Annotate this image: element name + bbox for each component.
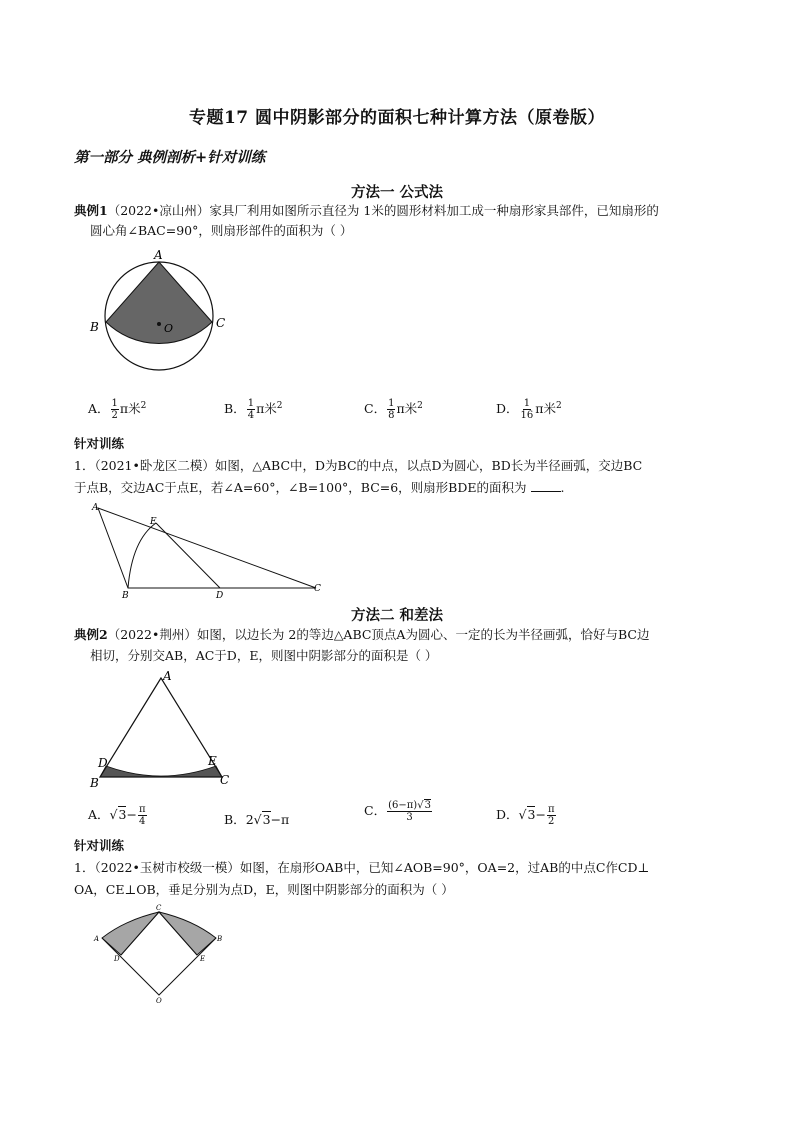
fraction-numerator: 1 [111,398,118,409]
sqrt-radicand: 3 [262,812,271,827]
shaded-region [100,766,222,777]
label-a: A [163,669,172,683]
example-1-label: 典例1 [74,203,108,218]
label-o: O [156,997,162,1004]
part-title: 第一部分 典例剖析+针对训练 [74,149,266,166]
triangle-abc [100,678,222,777]
example-1-line-2: 圆心角∠BAC=90°，则扇形部件的面积为（ ） [90,223,353,238]
option-letter: C． [364,401,387,416]
option-letter: B． [224,401,246,416]
label-a: A [154,248,163,262]
minus-sign: − [535,807,546,822]
method-2-title: 方法二 和差法 [350,607,444,624]
option-unit: π米 [535,401,556,416]
fraction-denominator: 2 [111,410,118,421]
fraction-denominator: 2 [548,816,555,827]
option-letter: B． [224,812,246,827]
training-2-line-2: OA，CE⊥OB，垂足分别为点D，E，则图中阴影部分的面积为（ ） [74,882,454,897]
label-d: D [216,591,224,600]
example-1-option-d[interactable] [496,398,562,421]
example-2-option-c[interactable] [364,800,433,823]
fraction [547,804,556,827]
numerator-factor: (6−π) [388,800,418,811]
training-1-period: . [560,480,565,495]
fraction-numerator: 1 [523,398,531,409]
example-1-line-1 [74,201,659,221]
fraction-denominator: 3 [406,812,413,823]
fraction-numerator: 1 [388,398,395,409]
label-d: D [114,955,120,963]
fraction-numerator: π [138,804,146,815]
fraction-denominator: 8 [388,410,395,421]
example-2-line-2: 相切，分别交AB，AC于D，E，则图中阴影部分的面积是（ ） [90,648,438,663]
training-1-line-1: 1．（2021•卧龙区二模）如图，△ABC中，D为BC的中点，以点D为圆心，BD长为半径画弧，交边BC [74,458,643,473]
option-exponent: 2 [417,400,423,411]
option-exponent: 2 [140,400,147,411]
fraction-denominator: 4 [247,410,255,421]
option-letter: D． [496,401,519,416]
figure-1-circle-sector [84,248,234,384]
example-2-label: 典例2 [74,627,108,642]
option-tail: −π [270,812,290,827]
label-b: B [217,935,223,943]
label-e: E [208,754,217,768]
fraction [520,398,535,421]
label-c: C [220,773,230,787]
option-exponent: 2 [276,400,283,411]
label-e: E [200,955,206,963]
option-exponent: 2 [555,400,562,411]
fraction [138,804,147,827]
option-letter: D． [496,807,519,822]
example-2-option-b[interactable]: B．2√3−π [224,812,290,827]
option-unit: π米 [119,401,141,416]
figure-3-equilateral-triangle [86,668,236,792]
figure-4-sector-oab [92,902,228,1004]
fraction-numerator: π [547,804,555,815]
fraction-numerator: (6−π)√3 [388,800,431,811]
minus-sign: − [126,807,137,822]
fraction-numerator: 1 [247,398,255,409]
sqrt-radicand: 3 [118,807,127,822]
option-letter: C． [364,803,387,818]
document-title: 专题17 圆中阴影部分的面积七种计算方法（原卷版） [188,108,606,128]
label-b: B [122,591,129,600]
fraction-denominator: 4 [139,816,146,827]
fraction [247,398,255,421]
label-a: A [94,935,100,943]
fraction [387,800,432,823]
triangle-abc [98,508,316,588]
label-e: E [150,517,157,527]
training-1-heading: 针对训练 [74,436,125,451]
option-letter: A． [88,807,110,822]
label-c: C [156,904,162,912]
example-2-option-a[interactable]: A．√3− $\frac{\pi}{4}$ [88,804,146,827]
center-point [157,322,161,326]
arc-be [128,523,156,588]
shaded-region-left [102,912,159,955]
figure-2-triangle-arc [88,500,324,600]
option-unit: π米 [396,401,418,416]
shaded-sector [106,262,212,344]
label-b: B [90,776,99,790]
answer-blank[interactable] [531,491,561,492]
fraction-denominator: 16 [520,410,534,421]
example-1-option-c[interactable] [364,398,423,421]
coefficient: 2 [245,812,254,827]
example-2-option-d[interactable]: D．√3− $\frac{\pi}{2}$ [496,804,555,827]
method-1-title: 方法一 公式法 [350,184,444,201]
segment-de [156,523,220,588]
example-1-text-1: （2022•凉山州）家具厂利用如图所示直径为 1米的圆形材料加工成一种扇形家具部件，已知扇形的 [107,203,659,218]
sqrt-radicand: 3 [424,800,431,811]
training-1-line-2 [74,478,564,498]
label-c: C [216,316,226,330]
sqrt-radicand: 3 [527,807,536,822]
example-1-option-a[interactable] [88,398,146,421]
label-o: O [164,322,174,335]
training-2-line-1: 1．（2022•玉树市校级一模）如图，在扇形OAB中，已知∠AOB=90°，OA=2，过AB的中点C作CD⊥ [74,860,650,875]
training-1-text-2: 于点B，交边AC于点E，若∠A=60°，∠B=100°，BC=6，则扇形BDE的面积为 [74,480,527,495]
fraction [387,398,395,421]
option-unit: π米 [256,401,277,416]
example-2-line-1 [74,625,649,645]
label-a: A [92,503,99,513]
label-b: B [90,320,99,334]
label-c: C [314,584,321,594]
fraction [111,398,119,421]
example-2-text-1: （2022•荆州）如图，以边长为 2的等边△ABC顶点A为圆心、一定的长为半径画弧，恰好与BC边 [107,627,650,642]
shaded-region-right [159,912,216,955]
label-d: D [98,756,108,770]
training-2-heading: 针对训练 [74,838,125,853]
example-1-option-b[interactable] [224,398,283,421]
option-letter: A． [88,401,110,416]
